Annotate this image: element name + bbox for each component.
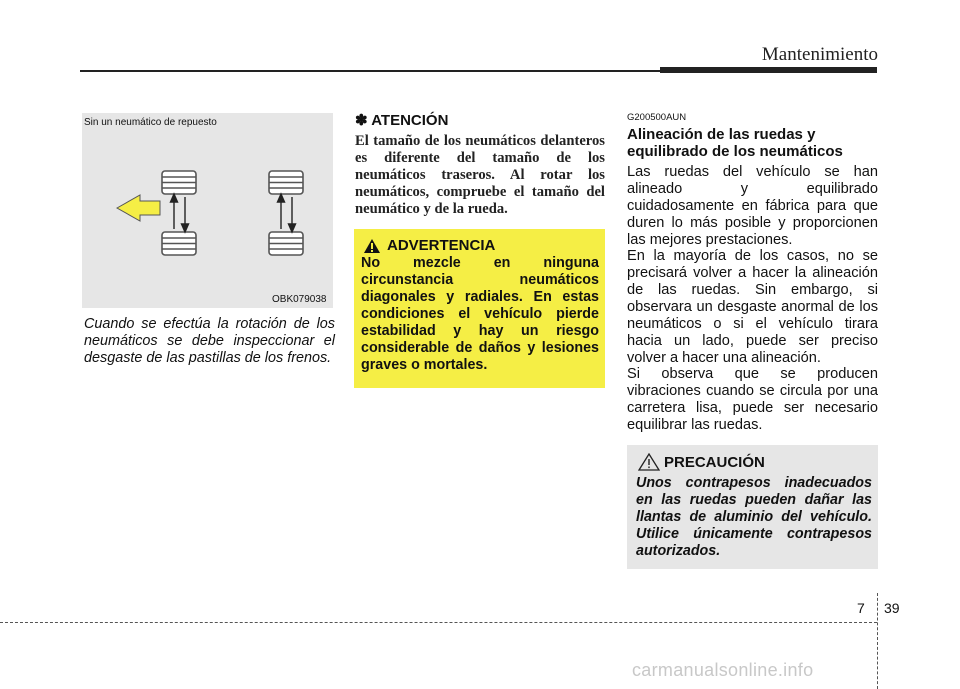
chapter-number: 7	[857, 600, 865, 616]
front-direction-arrow-icon	[117, 195, 160, 221]
tire-rotation-diagram	[82, 113, 333, 308]
page-number: 39	[884, 600, 900, 616]
caution-title: PRECAUCIÓN	[664, 454, 765, 471]
attention-body: El tamaño de los neumáticos delanteros es diferente del tamaño de los neumáticos traseros. Al rotar los neumáticos, compruebe el tamaño del neumático y de la rueda.	[355, 133, 605, 217]
caution-heading	[638, 453, 872, 471]
swap-arrows-right-icon	[278, 194, 296, 232]
warning-body: No mezcle en ninguna circunstancia neumáticos diagonales y radiales. En estas condiciones el vehículo pierde estabilidad y hay un riesgo considerable de daños y lesiones graves o mortales.	[361, 255, 599, 373]
warning-box	[354, 229, 605, 388]
warning-triangle-icon	[363, 238, 381, 254]
watermark-text: carmanualsonline.info	[632, 660, 814, 680]
tire-rotation-figure	[82, 113, 333, 308]
page-header-title: Mantenimiento	[761, 44, 878, 65]
section-paragraph: Si observa que se producen vibraciones cuando se circula por una carretera lisa, puede ser necesario equilibrar las ruedas.	[627, 366, 878, 433]
caution-box	[627, 445, 878, 569]
section-paragraph: En la mayoría de los casos, no se precisará volver a hacer la alineación de las ruedas. Sin embargo, si observara un desgaste anormal de los neumáticos o si el vehículo tirara hacia un lado, puede ser preciso volver a hacer una alineación.	[627, 248, 878, 366]
section-paragraph: Las ruedas del vehículo se han alineado y equilibrado cuidadosamente en fábrica para que duren lo más posible y proporcionen las mejores prestaciones.	[627, 164, 878, 248]
tire-front-left-icon	[162, 171, 196, 194]
warning-title: ADVERTENCIA	[387, 237, 496, 254]
swap-arrows-left-icon	[171, 194, 189, 232]
caution-body: Unos contrapesos inadecuados en las ruedas pueden dañar las llantas de aluminio del vehículo. Utilice únicamente contrapesos autorizados.	[636, 475, 872, 559]
footer-rule	[0, 622, 877, 623]
attention-heading	[355, 111, 448, 129]
attention-title: ATENCIÓN	[371, 112, 449, 129]
section-code: G200500AUN	[627, 112, 687, 123]
section-title: Alineación de las ruedas y equilibrado de los neumáticos	[627, 126, 843, 160]
attention-star-icon: ✽	[355, 112, 368, 129]
warning-heading	[363, 237, 599, 254]
figure-note: Cuando se efectúa la rotación de los neumáticos se debe inspeccionar el desgaste de las pastillas de los frenos.	[84, 316, 335, 366]
tire-rear-right-icon	[269, 232, 303, 255]
figure-code: OBK079038	[272, 294, 327, 305]
tire-front-right-icon	[269, 171, 303, 194]
caution-triangle-icon	[638, 453, 660, 471]
tire-rear-left-icon	[162, 232, 196, 255]
header-rule-accent	[660, 67, 877, 73]
figure-caption: Sin un neumático de repuesto	[84, 117, 217, 128]
footer-divider	[877, 593, 878, 689]
